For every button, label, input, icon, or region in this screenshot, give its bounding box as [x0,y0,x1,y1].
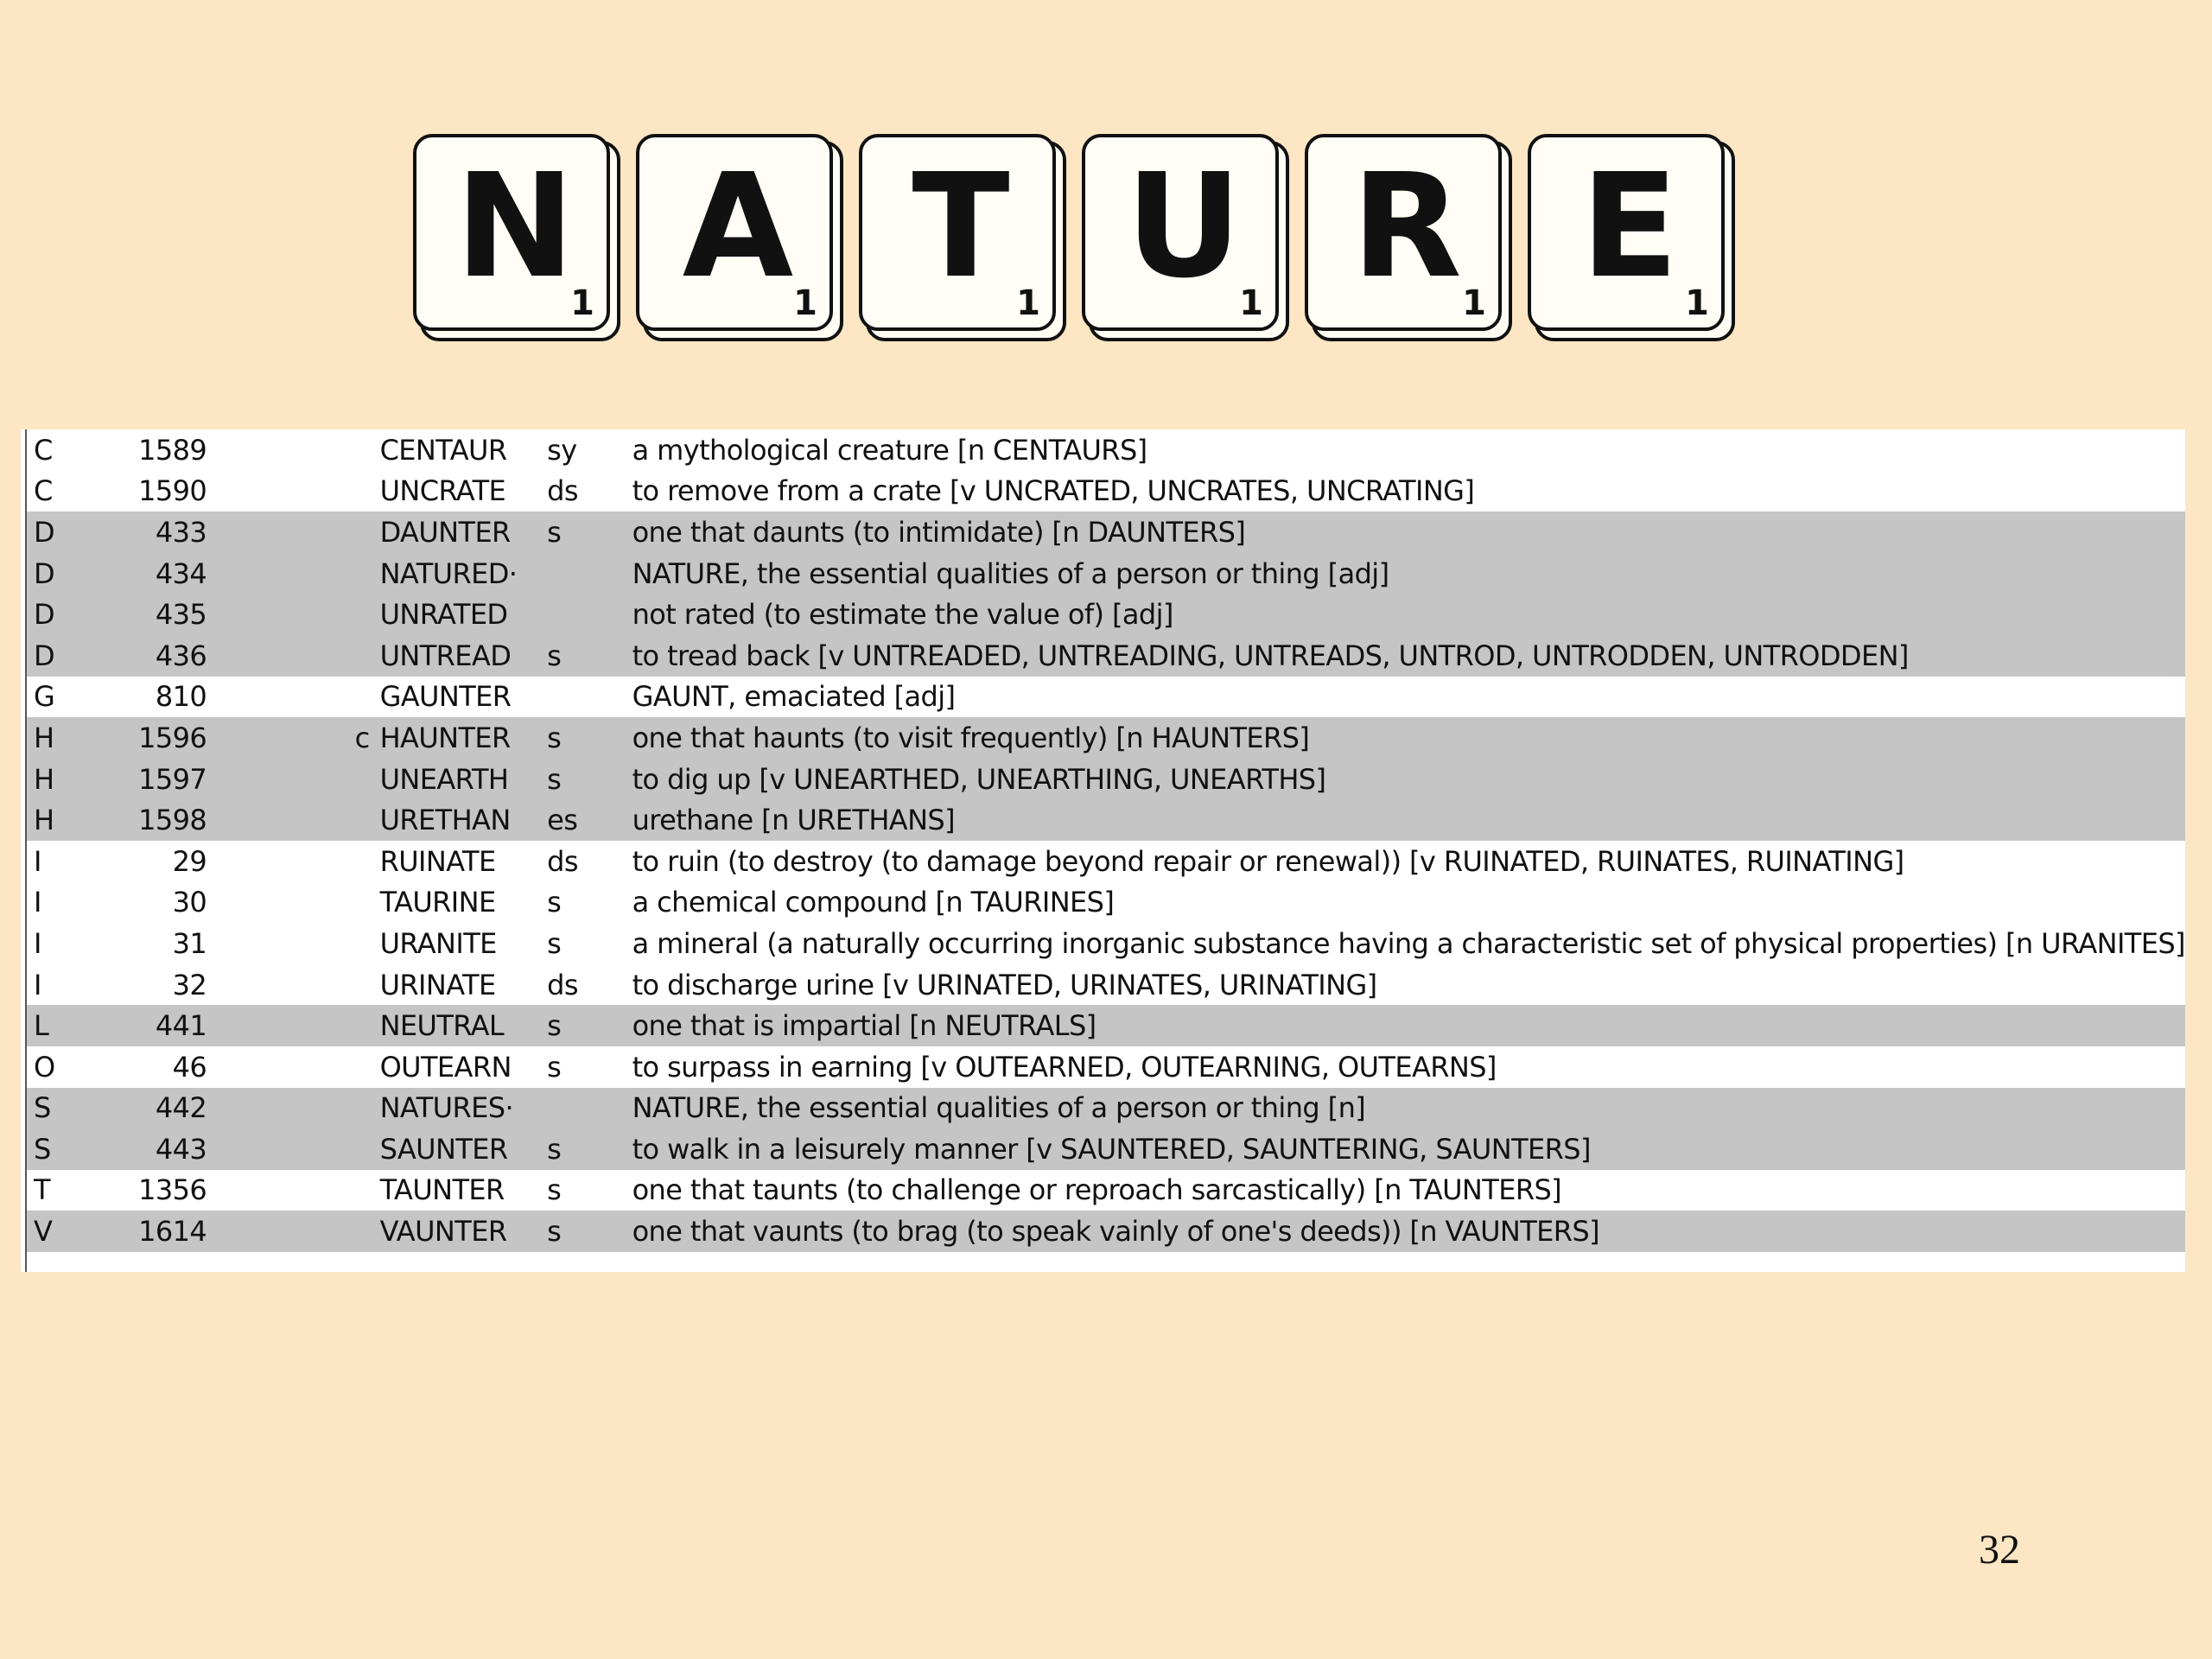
definition-cell: GAUNT, emaciated [adj] [632,680,956,714]
front-hook-cell [207,882,379,924]
front-hook-cell: c [207,717,379,759]
definition-cell: one that taunts (to challenge or reproach sarcastically) [n TAUNTERS] [632,1173,1562,1207]
tile-letter: E [1580,143,1679,310]
hook-letter-cell: D [27,635,94,677]
hook-letter-cell: D [27,594,94,635]
definition-cell: one that haunts (to visit frequently) [n HAUNTERS] [632,717,2185,759]
index-cell: 810 [155,680,207,714]
definition-cell: a chemical compound [n TAURINES] [632,886,1115,919]
tile-score: 1 [793,283,817,323]
tile-letter: R [1351,143,1462,310]
back-hook-cell: es [547,799,632,841]
definition-cell: urethane [n URETHANS] [632,799,2185,841]
word-cell: VAUNTER [380,1211,548,1252]
word-cell: URINATE [379,968,496,1001]
index-cell: 1356 [138,1173,207,1207]
word-cell: DAUNTER [380,512,548,553]
back-hook-cell: s [547,717,632,759]
definition-cell: to tread back [v UNTREADED, UNTREADING, UNTREADS, UNTROD, UNTRODDEN, UNTRODDEN] [632,635,2185,677]
table-row[interactable] [27,841,2185,882]
definition-cell: a mineral (a naturally occurring inorganic substance having a characteristic set of physical properties) [n URANITES] [632,926,2185,960]
hook-letter-cell: G [34,680,55,714]
back-hook-cell: ds [547,968,578,1001]
letter-tile [1305,134,1509,338]
front-hook-cell [207,429,379,471]
word-cell: CENTAUR [379,433,507,467]
tile-score: 1 [1239,283,1263,323]
tile-score: 1 [1016,283,1040,323]
front-hook-cell [207,1170,379,1211]
definition-cell: to remove from a crate [v UNCRATED, UNCRATES, UNCRATING] [632,474,1475,508]
back-hook-cell: ds [547,844,578,878]
tile-letter: T [912,143,1010,310]
hook-letter-cell: O [34,1050,55,1084]
table-row[interactable] [27,882,2185,924]
word-cell: RUINATE [379,844,496,878]
hook-letter-cell: I [34,926,41,960]
table-row[interactable] [27,594,2185,635]
word-cell: TAUNTER [379,1173,505,1207]
word-cell: NATURES· [380,1088,548,1129]
front-hook-cell [207,759,379,800]
index-cell: 46 [172,1050,207,1084]
index-cell: 442 [94,1088,207,1129]
front-hook-cell [207,553,379,594]
front-hook-cell [207,1046,379,1088]
hook-letter-cell: T [34,1173,50,1207]
hook-letter-cell: S [27,1088,94,1129]
definition-cell: one that daunts (to intimidate) [n DAUNTERS] [632,512,2185,553]
letter-tile [1082,134,1286,338]
word-cell: NEUTRAL [380,1005,548,1046]
word-cell: UNCRATE [379,474,506,508]
table-row[interactable] [27,429,2185,471]
front-hook-cell [207,841,379,882]
back-hook-cell: s [547,635,632,677]
table-row[interactable] [27,923,2185,964]
front-hook-cell [207,512,379,553]
hook-letter-cell: I [34,886,41,919]
table-row[interactable] [27,677,2185,718]
back-hook-cell [547,594,632,635]
hook-letter-cell: H [27,799,94,841]
front-hook-cell [207,594,379,635]
index-cell: 436 [94,635,207,677]
hook-letter-cell: L [27,1005,94,1046]
table-row[interactable] [27,1005,2185,1046]
hook-letter-cell: V [27,1211,94,1252]
index-cell: 31 [172,926,207,960]
hook-letter-cell: H [27,717,94,759]
hook-letter-cell: I [34,968,41,1001]
definition-cell: NATURE, the essential qualities of a person or thing [adj] [632,553,2185,594]
table-row[interactable] [27,1211,2185,1252]
definition-cell: one that vaunts (to brag (to speak vainly of one's deeds)) [n VAUNTERS] [632,1211,2185,1252]
back-hook-cell: s [547,1211,632,1252]
index-cell: 1597 [94,759,207,800]
table-row[interactable] [27,799,2185,841]
table-row[interactable] [27,635,2185,677]
tile-letter: N [454,143,575,310]
index-cell: 1598 [94,799,207,841]
front-hook-cell [207,923,379,964]
index-cell: 434 [94,553,207,594]
table-row[interactable] [27,1088,2185,1129]
word-cell: UNRATED [380,594,548,635]
front-hook-cell [207,1088,379,1129]
front-hook-cell [207,964,379,1006]
word-cell: TAURINE [379,886,496,919]
back-hook-cell [547,677,632,718]
tile-score: 1 [570,283,594,323]
word-cell: UNEARTH [380,759,548,800]
index-cell: 1589 [138,433,207,467]
back-hook-cell [547,1088,632,1129]
back-hook-cell: sy [547,433,577,467]
word-list-panel [21,429,2185,1272]
table-row[interactable] [27,553,2185,594]
tile-score: 1 [1462,283,1486,323]
tile-letter: A [682,143,794,310]
word-cell: UNTREAD [380,635,548,677]
word-list-table [27,429,2185,1252]
word-cell: NATURED· [380,553,548,594]
hook-letter-cell: C [34,474,53,508]
tile-score: 1 [1685,283,1709,323]
definition-cell: to surpass in earning [v OUTEARNED, OUTEARNING, OUTEARNS] [632,1050,1497,1084]
index-cell: 433 [94,512,207,553]
table-row[interactable] [27,471,2185,512]
index-cell: 441 [94,1005,207,1046]
table-row[interactable] [27,759,2185,800]
hook-letter-cell: H [27,759,94,800]
back-hook-cell: s [547,512,632,553]
hook-letter-cell: C [34,433,53,467]
back-hook-cell: ds [547,474,578,508]
table-row[interactable] [27,1128,2185,1170]
table-row[interactable] [27,512,2185,553]
back-hook-cell: s [547,886,562,919]
definition-cell: to discharge urine [v URINATED, URINATES, URINATING] [632,968,1377,1001]
definition-cell: a mythological creature [n CENTAURS] [632,433,1147,467]
hook-letter-cell: S [27,1128,94,1170]
tile-letter: U [1125,143,1243,310]
definition-cell: NATURE, the essential qualities of a person or thing [n] [632,1088,2185,1129]
table-row[interactable] [27,717,2185,759]
back-hook-cell: s [547,1128,632,1170]
back-hook-cell [547,553,632,594]
word-cell: OUTEARN [379,1050,512,1084]
word-cell: URETHAN [380,799,548,841]
definition-cell: to walk in a leisurely manner [v SAUNTERED, SAUNTERING, SAUNTERS] [632,1128,2185,1170]
hook-letter-cell: I [34,844,41,878]
letter-tile [413,134,617,338]
index-cell: 30 [172,886,207,919]
back-hook-cell: s [547,1050,562,1084]
front-hook-cell [207,635,379,677]
index-cell: 32 [172,968,207,1001]
letter-tile [1528,134,1732,338]
hook-letter-cell: D [27,553,94,594]
front-hook-cell [207,677,379,718]
back-hook-cell: s [547,759,632,800]
front-hook-cell [207,799,379,841]
definition-cell: not rated (to estimate the value of) [adj] [632,594,2185,635]
word-cell: URANITE [379,926,497,960]
front-hook-cell [207,471,379,512]
index-cell: 435 [94,594,207,635]
back-hook-cell: s [547,926,562,960]
index-cell: 443 [94,1128,207,1170]
front-hook-cell [207,1211,379,1252]
title-tiles [413,134,1732,338]
index-cell: 1596 [94,717,207,759]
table-row[interactable] [27,1170,2185,1211]
definition-cell: one that is impartial [n NEUTRALS] [632,1005,2185,1046]
page-number: 32 [1979,1527,2020,1573]
table-row[interactable] [27,964,2185,1006]
index-cell: 29 [172,844,207,878]
back-hook-cell: s [547,1005,632,1046]
table-row[interactable] [27,1046,2185,1088]
letter-tile [859,134,1063,338]
definition-cell: to dig up [v UNEARTHED, UNEARTHING, UNEARTHS] [632,759,2185,800]
index-cell: 1590 [138,474,207,508]
front-hook-cell [207,1128,379,1170]
index-cell: 1614 [94,1211,207,1252]
back-hook-cell: s [547,1173,562,1207]
word-cell: SAUNTER [380,1128,548,1170]
front-hook-cell [207,1005,379,1046]
word-cell: HAUNTER [380,717,548,759]
letter-tile [636,134,840,338]
word-cell: GAUNTER [379,680,512,714]
hook-letter-cell: D [27,512,94,553]
definition-cell: to ruin (to destroy (to damage beyond repair or renewal)) [v RUINATED, RUINATES, RUINATING] [632,844,1904,878]
